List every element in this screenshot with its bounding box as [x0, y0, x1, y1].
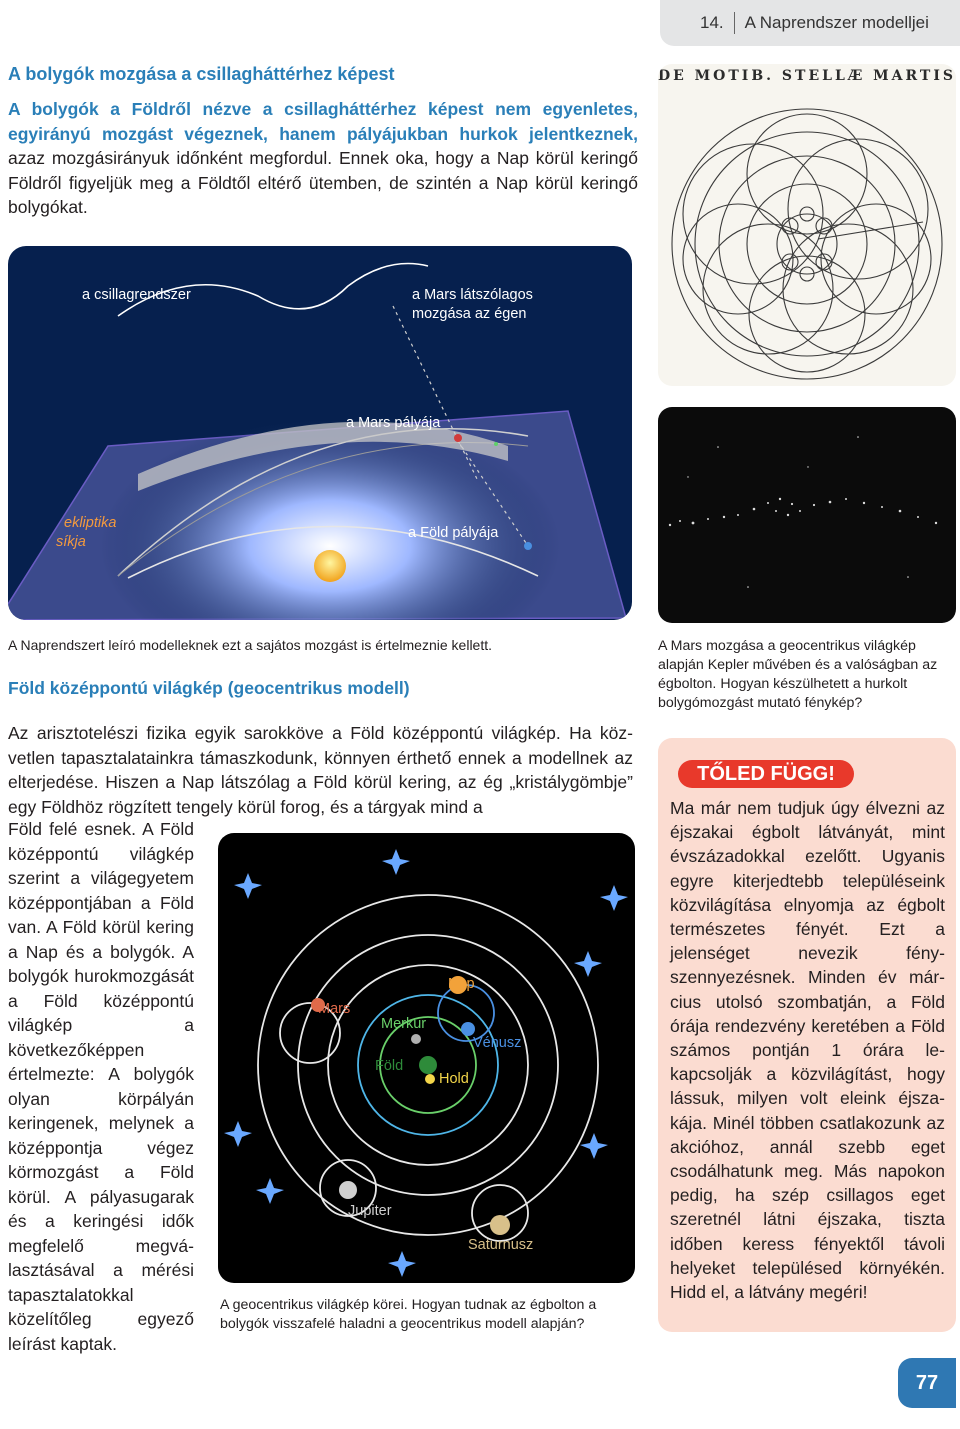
- label-nap: Nap: [448, 976, 475, 992]
- label-hold: Hold: [439, 1071, 469, 1087]
- label-jupiter: Jupiter: [348, 1203, 392, 1219]
- mars-loop-photo: [658, 407, 956, 623]
- geocentric-paragraph-top: Az arisztotelészi fizika egyik sarokköve a Föld középpontú világkép. Ha közvetlen tapasztalatainkra támaszkodunk, könnyen érthető ennek a modellnek az elterjedése. Hiszen a Nap látszólag a Föld körül kering, az ég „kristálygömbje” egy Földhöz rögzített tengely körül forog, és a tárgyak mind a: [8, 723, 633, 817]
- intro-rest: azaz mozgásirányuk időnként megfordul. Ennek oka, hogy a Nap körül keringő Földről figyeljük meg a Földtől eltérő ütemben, de szintén a Nap körül keringő bolygókat.: [8, 148, 638, 217]
- label-apparent-motion-line1: a Mars látszólagos: [412, 287, 533, 303]
- label-fold: Föld: [375, 1058, 404, 1074]
- chapter-number: 14.: [700, 13, 724, 32]
- intro-paragraph: [8, 97, 638, 220]
- chapter-header: [660, 0, 960, 46]
- label-mars: Mars: [318, 1001, 351, 1017]
- star-field: [658, 407, 956, 623]
- label-star-system: a csillagrendszer: [82, 287, 191, 303]
- label-apparent-motion-line2: mozgása az égen: [412, 306, 527, 322]
- caption-main: A Naprendszert leíró modelleknek ezt a sajátos mozgást is értelmeznie kellett.: [8, 637, 493, 653]
- kepler-figure: [658, 64, 956, 386]
- label-ecliptic-line1: ekliptika: [64, 515, 117, 531]
- tip-text: Ma már nem tudjuk úgy élvezni az éjszakai égbolt látványát, mint évszázadokkal ezelőtt. Ugyanis egyre kiterjedtebb településeink közvilágítása elnyomja az égbolt természetes fényét. Ezt a jelenséget nevezik fényszennyezésnek. Minden év március utolsó szombatján, a Föld órája rendezvény keretében a Föld számos pontján 1 órára lekapcsolják a közvilágítást, hogy lássuk, milyen volt eleink éjszakája. Minél többen csatlakozunk az akcióhoz, annál szebb eget csodálhatunk meg. Más napokon pedig, ha szép csillagos eget szeretnél látni éjszaka, tiszta időben keress fényektől távoli helyeket településed környékén. Hidd el, a látvány megéri!: [670, 798, 945, 1303]
- geocentric-caption: A geocentrikus világkép körei. Hogyan tudnak az égbolton a bolygók visszafelé haladni a geocentrikus modell alapján?: [220, 1297, 597, 1332]
- intro-bold: A bolygók a Földről nézve a csillagháttérhez képest nem egyenletes, egyirányú mozgást végeznek, hanem pályájukban hurkok jelentkeznek,: [8, 99, 638, 144]
- geocentric-paragraph-left: Föld felé esnek. A Föld középpontú világkép szerint a világegyetem középpontjában a Föld van. A Föld körül kering a Nap és a bolygók. A bolygók hurokmozgását a Föld középpontú világkép a következőképpen értelmezte: A bolygók olyan körpályán keringenek, melynek a középpontja végez körmozgást a Föld körül. A pályasugarak és a keringési idők megfelelő megválasztásával a mérési tapasztalatokkal közelítőleg egyező leírást kaptak.: [8, 819, 194, 1354]
- label-merkur: Merkur: [381, 1016, 427, 1032]
- section-title: A bolygók mozgása a csillagháttérhez képest: [8, 64, 395, 84]
- mars-orbit-diagram: [8, 246, 632, 620]
- label-mars-orbit: a Mars pályája: [346, 415, 441, 431]
- label-ecliptic-line2: síkja: [56, 534, 86, 550]
- geocentric-diagram: [218, 833, 635, 1283]
- tip-sidebar: [658, 738, 956, 1332]
- chapter-title: A Naprendszer modelljei: [744, 13, 929, 32]
- geocentric-heading: Föld középpontú világkép (geocentrikus modell): [8, 678, 410, 698]
- tip-badge: TŐLED FÜGG!: [678, 760, 854, 788]
- label-saturnusz: Saturnusz: [468, 1237, 534, 1253]
- header-divider: [734, 12, 735, 34]
- page-number: 77: [898, 1358, 956, 1408]
- kepler-figure-title: DE MOTIB. STELLÆ MARTIS: [658, 68, 956, 84]
- label-venusz: Vénusz: [473, 1035, 522, 1051]
- label-earth-orbit: a Föld pályája: [408, 525, 499, 541]
- caption-right: A Mars mozgása a geocentrikus világkép alapján Kepler művében és a valóságban az égbolton. Hogyan készülhetett a hurkolt bolygómozgást mutató fénykép?: [658, 638, 938, 711]
- kepler-loops-drawing: [658, 64, 956, 386]
- geocentric-orbits: [218, 833, 635, 1283]
